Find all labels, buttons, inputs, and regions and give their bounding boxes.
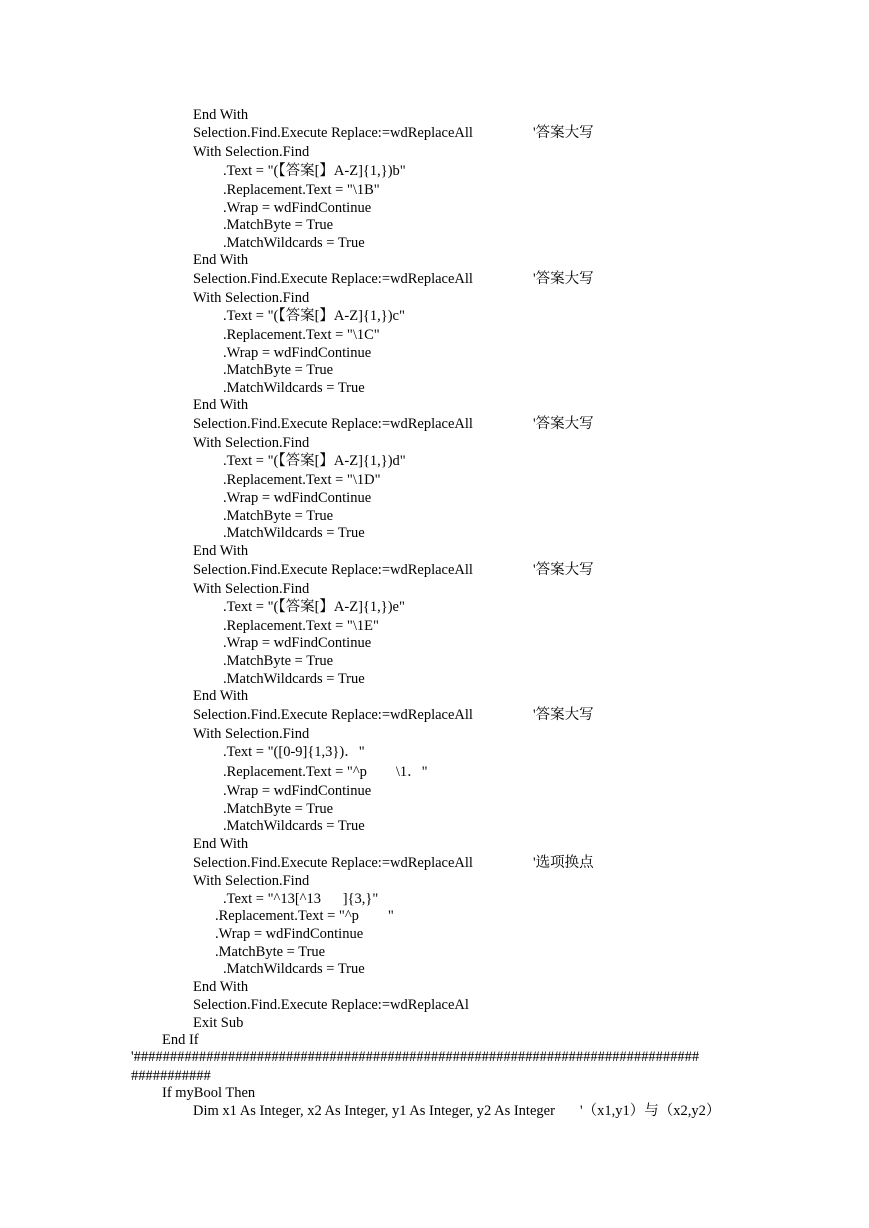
code-line: .Text = "^13[^13 ]{3,}" xyxy=(223,891,379,907)
code-line: .Text = "(【答案[】A-Z]{1,})c" xyxy=(223,308,405,324)
code-line: .Text = "(【答案[】A-Z]{1,})d" xyxy=(223,453,406,469)
code-line: ########### xyxy=(131,1068,211,1084)
code-line: .Wrap = wdFindContinue xyxy=(223,345,372,361)
code-line: .Replacement.Text = "\1B" xyxy=(223,182,380,198)
code-line: '############################################################################## xyxy=(131,1049,700,1065)
code-line: With Selection.Find xyxy=(193,144,310,160)
code-line: Exit Sub xyxy=(193,1015,244,1031)
code-line: With Selection.Find xyxy=(193,435,310,451)
code-comment: '答案大写 xyxy=(533,707,594,723)
code-line: End With xyxy=(193,836,249,852)
code-comment: '答案大写 xyxy=(533,562,594,578)
code-line: Dim x1 As Integer, x2 As Integer, y1 As Integer, y2 As Integer xyxy=(193,1103,555,1119)
code-line: .Text = "(【答案[】A-Z]{1,})e" xyxy=(223,599,405,615)
code-comment: '答案大写 xyxy=(533,416,594,432)
code-line: .MatchWildcards = True xyxy=(223,380,365,396)
code-line: .MatchByte = True xyxy=(223,801,334,817)
code-line: .Wrap = wdFindContinue xyxy=(223,783,372,799)
code-comment: '（x1,y1）与（x2,y2） xyxy=(580,1103,721,1119)
code-line: .Replacement.Text = "^p \1．" xyxy=(223,764,428,780)
code-line: Selection.Find.Execute Replace:=wdReplaceAll xyxy=(193,271,473,287)
code-line: End With xyxy=(193,107,249,123)
code-line: .Wrap = wdFindContinue xyxy=(223,200,372,216)
code-line: If myBool Then xyxy=(162,1085,256,1101)
code-line: .MatchWildcards = True xyxy=(223,235,365,251)
code-line: .Wrap = wdFindContinue xyxy=(223,635,372,651)
code-line: Selection.Find.Execute Replace:=wdReplaceAll xyxy=(193,707,473,723)
code-line: End With xyxy=(193,397,249,413)
code-line: .MatchByte = True xyxy=(223,653,334,669)
code-line: Selection.Find.Execute Replace:=wdReplaceAll xyxy=(193,125,473,141)
code-line: With Selection.Find xyxy=(193,726,310,742)
code-line: Selection.Find.Execute Replace:=wdReplaceAll xyxy=(193,416,473,432)
code-comment: '答案大写 xyxy=(533,125,594,141)
code-line: .MatchByte = True xyxy=(223,362,334,378)
code-line: .Text = "(【答案[】A-Z]{1,})b" xyxy=(223,163,406,179)
code-line: .MatchByte = True xyxy=(215,944,326,960)
code-line: .Replacement.Text = "^p " xyxy=(215,908,394,924)
code-line: .MatchByte = True xyxy=(223,217,334,233)
code-line: End With xyxy=(193,979,249,995)
code-line: .MatchWildcards = True xyxy=(223,818,365,834)
code-comment: '选项换点 xyxy=(533,855,594,871)
code-line: .MatchWildcards = True xyxy=(223,671,365,687)
code-line: Selection.Find.Execute Replace:=wdReplaceAl xyxy=(193,997,469,1013)
code-line: With Selection.Find xyxy=(193,290,310,306)
code-line: .Text = "([0-9]{1,3})．" xyxy=(223,744,365,760)
code-line: End With xyxy=(193,543,249,559)
code-line: .Replacement.Text = "\1E" xyxy=(223,618,379,634)
code-comment: '答案大写 xyxy=(533,271,594,287)
code-line: .MatchWildcards = True xyxy=(223,525,365,541)
code-line: .Replacement.Text = "\1D" xyxy=(223,472,381,488)
code-line: End With xyxy=(193,252,249,268)
code-line: .MatchByte = True xyxy=(223,508,334,524)
code-line: .Wrap = wdFindContinue xyxy=(215,926,364,942)
code-line: With Selection.Find xyxy=(193,873,310,889)
code-line: .MatchWildcards = True xyxy=(223,961,365,977)
code-line: End If xyxy=(162,1032,199,1048)
code-line: .Replacement.Text = "\1C" xyxy=(223,327,380,343)
code-line: .Wrap = wdFindContinue xyxy=(223,490,372,506)
code-line: With Selection.Find xyxy=(193,581,310,597)
code-line: End With xyxy=(193,688,249,704)
code-line: Selection.Find.Execute Replace:=wdReplaceAll xyxy=(193,855,473,871)
code-line: Selection.Find.Execute Replace:=wdReplaceAll xyxy=(193,562,473,578)
